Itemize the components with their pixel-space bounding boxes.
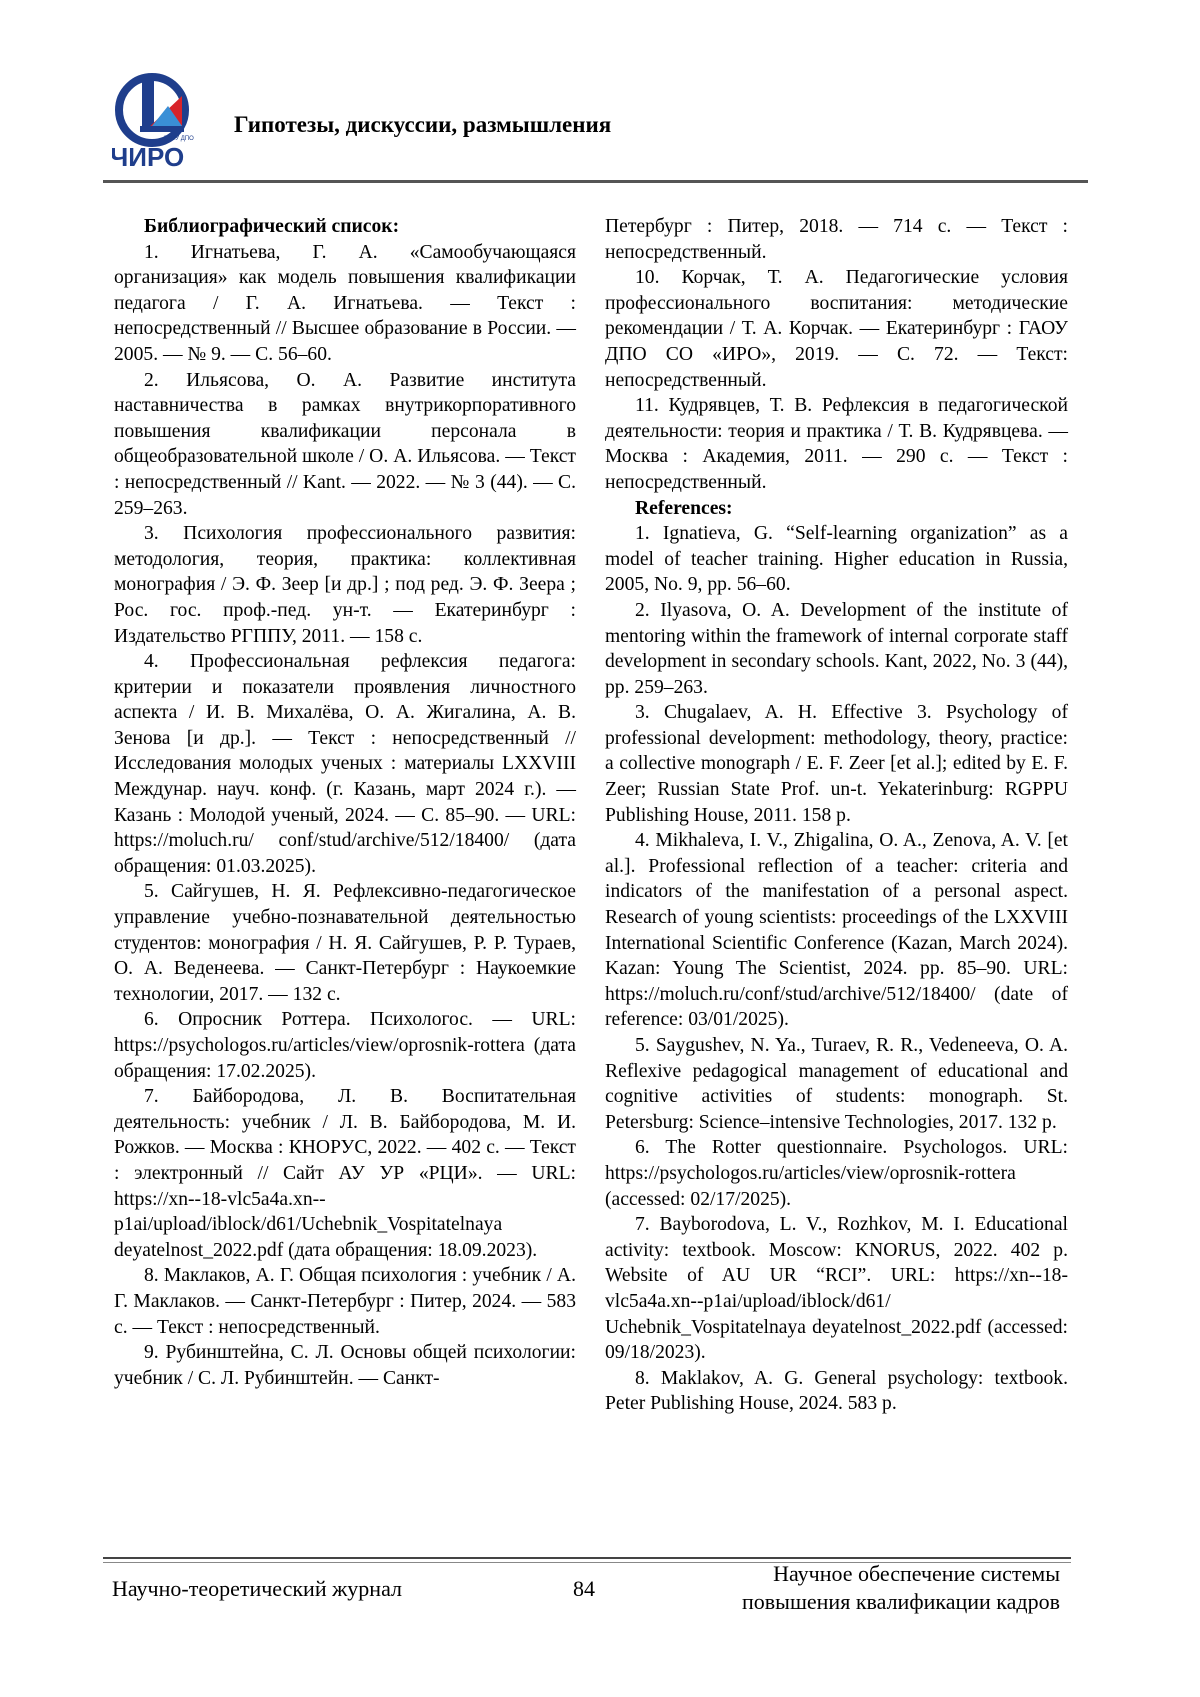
logo-text: ЧИРО — [112, 142, 184, 172]
bibliography-item: 3. Психология профессионального развития: методология, теория, практика: коллективная монография / Э. Ф. Зеер [и др.] ; под ред. Э. Ф. Зеера ; Рос. гос. проф.-пед. ун-т. — Екатеринбург : Издательство РГППУ, 2011. — 158 с. — [114, 521, 576, 649]
bibliography-item: 6. Опросник Роттера. Психологос. — URL: https://psychologos.ru/articles/view/oprosnik-rottera (дата обращения: 17.02.2025). — [114, 1007, 576, 1084]
bibliography-item: 10. Корчак, Т. А. Педагогические условия профессионального воспитания: методические рекомендации / Т. А. Корчак. — Екатеринбург : ГАОУ ДПО СО «ИРО», 2019. — С. 72. — Текст: непосредственный. — [605, 265, 1068, 393]
reference-item: 3. Chugalaev, A. H. Effective 3. Psychology of professional development: methodology, theory, practice: a collective monograph / E. F. Zeer [et al.]; edited by E. F. Zeer; Russian State Prof. un-t. Yekaterinburg: RGPPU Publishing House, 2011. 158 p. — [605, 700, 1068, 828]
right-column — [605, 214, 1068, 1417]
reference-item: 5. Saygushev, N. Ya., Turaev, R. R., Vedeneeva, O. A. Reflexive pedagogical management of educational and cognitive activities of students: monograph. St. Petersburg: Science–intensive Technologies, 2017. 132 p. — [605, 1033, 1068, 1135]
reference-item: 6. The Rotter questionnaire. Psychologos. URL: https://psychologos.ru/articles/view/oprosnik-rottera (accessed: 02/17/2025). — [605, 1135, 1068, 1212]
journal-title — [742, 1560, 1060, 1616]
header-divider — [103, 180, 1088, 183]
bibliography-item: 9. Рубинштейна, С. Л. Основы общей психологии: учебник / С. Л. Рубинштейн. — Санкт- — [114, 1340, 576, 1391]
journal-title-line: повышения квалификации кадров — [742, 1588, 1060, 1616]
section-title: Гипотезы, дискуссии, размышления — [234, 112, 611, 138]
bibliography-item: 2. Ильясова, О. А. Развитие института наставничества в рамках внутрикорпоративного повышения квалификации персонала в общеобразовательной школе / О. А. Ильясова. — Текст : непосредственный // Kant. — 2022. — № 3 (44). — С. 259–263. — [114, 368, 576, 522]
reference-item: 1. Ignatieva, G. “Self-learning organization” as a model of teacher training. Higher education in Russia, 2005, No. 9, pp. 56–60. — [605, 521, 1068, 598]
bibliography-item: 11. Кудрявцев, Т. В. Рефлексия в педагогической деятельности: теория и практика / Т. В. Кудрявцева. — Москва : Академия, 2011. — 290 с. — Текст : непосредственный. — [605, 393, 1068, 495]
reference-item: 2. Ilyasova, O. A. Development of the institute of mentoring within the framework of internal corporate staff development in secondary schools. Kant, 2022, No. 3 (44), pp. 259–263. — [605, 598, 1068, 700]
left-column — [114, 214, 576, 1391]
bibliography-item: 4. Профессиональная рефлексия педагога: критерии и показатели проявления личностного аспекта / И. В. Михалёва, О. А. Жигалина, А. В. Зенова [и др.]. — Текст : непосредственный // Исследования молодых ученых : материалы LXXVIII Междунар. науч. конф. (г. Казань, март 2024 г.). — Казань : Молодой ученый, 2024. — С. 85–90. — URL: https://moluch.ru/ conf/stud/archive/512/18400/ (дата обращения: 01.03.2025). — [114, 649, 576, 879]
footer-divider — [103, 1557, 1071, 1559]
bibliography-item: 7. Байбородова, Л. В. Воспитательная деятельность: учебник / Л. В. Байбородова, М. И. Рожков. — Москва : КНОРУС, 2022. — 402 с. — Текст : электронный // Сайт АУ УР «РЦИ». — URL: https://xn--18-vlc5a4a.xn--p1ai/upload/iblock/d61/Uchebnik_Vospitatelnaya deyatelnost_2022.pdf (дата обращения: 18.09.2023). — [114, 1084, 576, 1263]
logo-emblem-icon — [112, 70, 202, 175]
page-number: 84 — [573, 1576, 595, 1602]
logo-small-text: ГАОУ ДПО — [164, 136, 194, 142]
bibliography-item: 5. Сайгушев, Н. Я. Рефлексивно-педагогическое управление учебно-познавательной деятельностью студентов: монография / Н. Я. Сайгушев, Р. Р. Тураев, О. А. Веденеева. — Санкт-Петербург : Наукоемкие технологии, 2017. — 132 с. — [114, 879, 576, 1007]
bibliography-item: 1. Игнатьева, Г. А. «Самообучающаяся организация» как модель повышения квалификации педагога / Г. А. Игнатьева. — Текст : непосредственный // Высшее образование в России. — 2005. — № 9. — С. 56–60. — [114, 240, 576, 368]
references-heading: References: — [605, 496, 1068, 522]
journal-type: Научно-теоретический журнал — [112, 1576, 402, 1602]
bibliography-item: 8. Маклаков, А. Г. Общая психология : учебник / А. Г. Маклаков. — Санкт-Петербург : Питер, 2024. — 583 с. — Текст : непосредственный. — [114, 1263, 576, 1340]
journal-title-line: Научное обеспечение системы — [742, 1560, 1060, 1588]
reference-item: 7. Bayborodova, L. V., Rozhkov, M. I. Educational activity: textbook. Moscow: KNORUS, 2022. 402 p. Website of AU UR “RCI”. URL: https://xn--18-vlc5a4a.xn--p1ai/upload/iblock/d61/ Uchebnik_Vospitatelnaya deyatelnost_2022.pdf (accessed: 09/18/2023). — [605, 1212, 1068, 1366]
reference-item: 4. Mikhaleva, I. V., Zhigalina, O. A., Zenova, A. V. [et al.]. Professional reflection of a teacher: criteria and indicators of the manifestation of a personal aspect. Research of young scientists: proceedings of the LXXVIII International Scientific Conference (Kazan, March 2024). Kazan: Young The Scientist, 2024. pp. 85–90. URL: https://moluch.ru/conf/stud/archive/512/18400/ (date of reference: 03/01/2025). — [605, 828, 1068, 1033]
page — [0, 0, 1200, 1697]
bibliography-item-continuation: Петербург : Питер, 2018. — 714 с. — Текст : непосредственный. — [605, 214, 1068, 265]
bibliography-heading: Библиографический список: — [114, 214, 576, 240]
chiro-logo — [112, 70, 202, 175]
reference-item: 8. Maklakov, A. G. General psychology: textbook. Peter Publishing House, 2024. 583 p. — [605, 1366, 1068, 1417]
